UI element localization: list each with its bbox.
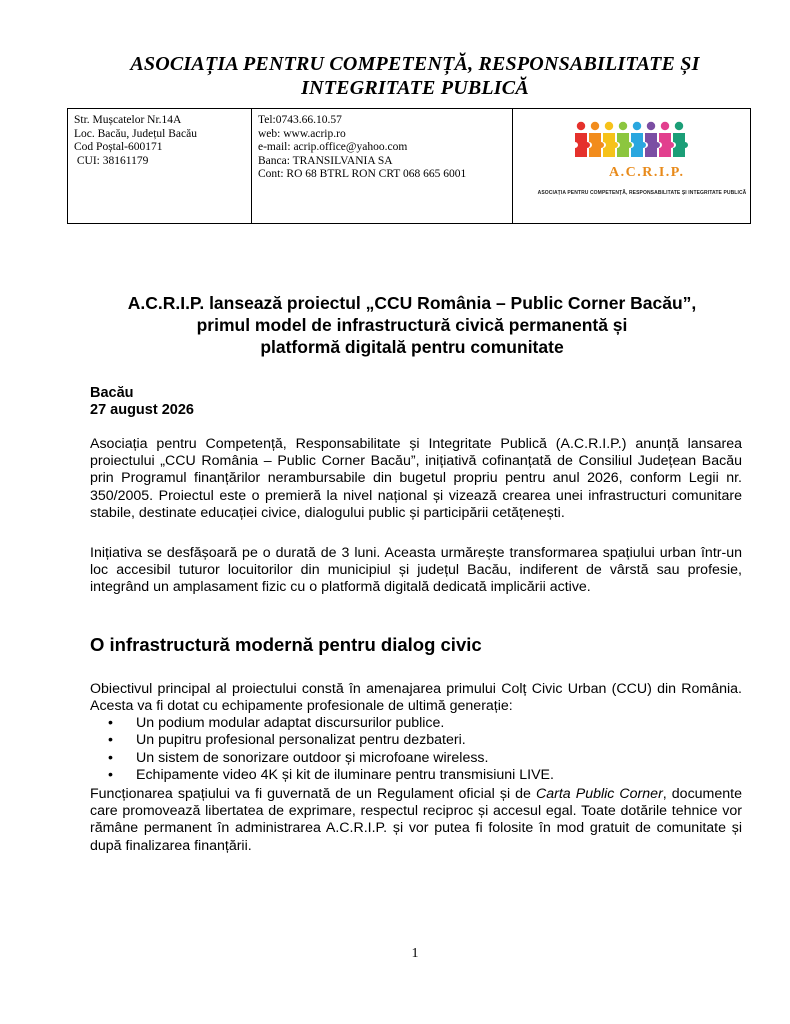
logo-figure-head — [675, 122, 683, 130]
logo-figure-body — [589, 133, 604, 157]
bullet-icon: • — [108, 749, 113, 766]
list-item — [108, 750, 554, 767]
organization-title: ASOCIAȚIA PENTRU COMPETENȚĂ, RESPONSABILITATE ȘI INTEGRITATE PUBLICĂ — [130, 53, 700, 99]
address-line: CUI: 38161179 — [74, 154, 149, 167]
logo-figure-head — [647, 122, 655, 130]
governance-paragraph — [90, 786, 742, 855]
bank-line: Banca: TRANSILVANIA SA — [258, 154, 393, 167]
email-line: e-mail: acrip.office@yahoo.com — [258, 141, 408, 153]
bullet-icon: • — [108, 732, 113, 749]
logo-figure-body — [575, 133, 590, 157]
logo-figure-body — [617, 133, 632, 157]
acrip-logo — [523, 117, 753, 197]
dateline-date: 27 august 2026 — [90, 402, 194, 418]
logo-figure-body — [659, 133, 674, 157]
address-cell — [68, 109, 252, 224]
contact-cell — [252, 109, 513, 224]
web-line: web: www.acrip.ro — [258, 127, 346, 140]
account-line: Cont: RO 68 BTRL RON CRT 068 665 6001 — [258, 168, 467, 180]
bullet-icon: • — [108, 715, 113, 731]
governance-text-end: , documente care promovează libertatea de exprimare, respectul reciproc și accesul egal. Toate dotările tehnice vor rămâne permanent în administrarea A.C.R.I.P. și vor putea fi folosite în mod gratuit de comunitate și după finalizarea finanțării. — [90, 786, 742, 854]
list-item-text: Un sistem de sonorizare outdoor și microfoane wireless. — [136, 749, 489, 766]
headline-line: primul model de infrastructură civică permanentă și — [196, 315, 628, 335]
logo-figure-head — [619, 122, 627, 130]
logo-figure-body — [631, 133, 646, 157]
headline-line: A.C.R.I.P. lansează proiectul „CCU România – Public Corner Bacău”, — [127, 293, 697, 313]
list-item-text: Un podium modular adaptat discursurilor publice. — [136, 715, 445, 731]
duration-paragraph: Inițiativa se desfășoară pe o durată de 3 luni. Aceasta urmărește transformarea spațiului urban într-un loc accesibil tuturor locuitorilor din municipiul și județul Bacău, indiferent de vârstă sau profesie, integrând un amplasament fizic cu o platformă digitală dedicată implicării active. — [90, 545, 742, 596]
logo-figure-body — [603, 133, 618, 157]
logo-figure-head — [591, 122, 599, 130]
logo-figure-body — [673, 133, 688, 157]
logo-cell — [513, 109, 751, 224]
address-line: Str. Mușcatelor Nr.14A — [74, 114, 182, 126]
headline-line: platformă digitală pentru comunitate — [260, 337, 564, 357]
objective-paragraph: Obiectivul principal al proiectului constă în amenajarea primului Colț Civic Urban (CCU) din România. Acesta va fi dotat cu echipamente profesionale de ultimă generație: — [90, 681, 742, 715]
governance-text-start: Funcționarea spațiului va fi guvernată de un Regulament oficial și de — [90, 786, 536, 802]
press-release-headline — [70, 292, 754, 358]
dateline-place: Bacău — [90, 385, 134, 401]
equipment-list — [108, 715, 554, 785]
address-line: Cod Poștal-600171 — [74, 141, 163, 153]
people-puzzle-icon — [523, 117, 753, 167]
intro-paragraph: Asociația pentru Competență, Responsabilitate și Integritate Publică (A.C.R.I.P.) anunță lansarea proiectului „CCU România – Public Corner Bacău”, inițiativă cofinanțată de Consiliul Județean Bacău prin Programul finanțărilor nerambursabile din bugetul propriu pentru anul 2026, conform Legii nr. 350/2005. Proiectul este o premieră la nivel național și vizează crearea unei infrastructuri comunitare stabile, destinate educației civice, dialogului public și participării cetățenești. — [90, 436, 742, 521]
logo-figure-head — [577, 122, 585, 130]
list-item-text: Echipamente video 4K și kit de iluminare pentru transmisiuni LIVE. — [136, 767, 554, 784]
logo-figure-head — [661, 122, 669, 130]
logo-name: A.C.R.I.P. — [609, 165, 685, 180]
logo-figure-head — [633, 122, 641, 130]
charter-title: Carta Public Corner — [535, 786, 663, 802]
section-heading: O infrastructură modernă pentru dialog civic — [90, 634, 482, 655]
list-item — [108, 767, 554, 784]
list-item-text: Un pupitru profesional personalizat pentru dezbateri. — [136, 732, 466, 749]
list-item — [108, 732, 554, 749]
address-line: Loc. Bacău, Județul Bacău — [74, 127, 197, 140]
logo-figure-head — [605, 122, 613, 130]
letterhead-table — [67, 108, 751, 224]
logo-subtitle: ASOCIAȚIA PENTRU COMPETENȚĂ, RESPONSABILITATE ȘI INTEGRITATE PUBLICĂ — [537, 190, 747, 196]
logo-figure-body — [645, 133, 660, 157]
list-item — [108, 715, 554, 732]
phone-line: Tel:0743.66.10.57 — [258, 114, 342, 126]
bullet-icon: • — [108, 767, 113, 784]
page-number: 1 — [411, 946, 419, 961]
